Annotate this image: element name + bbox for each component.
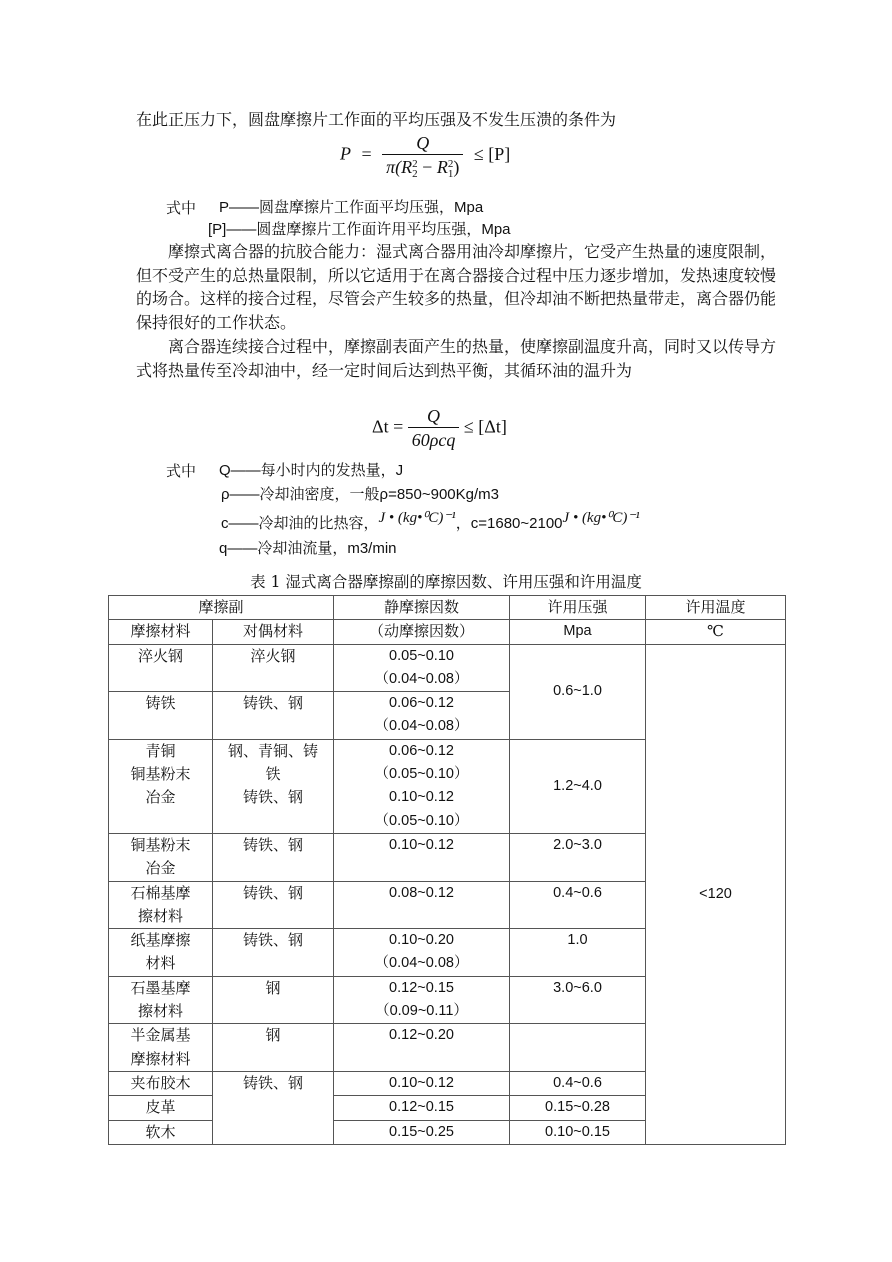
cell-coef: 0.15~0.25: [334, 1120, 510, 1144]
cell-material: 铜基粉末 冶金: [109, 833, 213, 881]
table-header-row-1: [109, 596, 786, 620]
header-pressure: 许用压强: [510, 596, 646, 620]
table-row: [109, 644, 786, 692]
table-caption: 表 1 湿式离合器摩擦副的摩擦因数、许用压强和许用温度: [250, 573, 642, 591]
cell-coef: 0.12~0.20: [334, 1024, 510, 1072]
header-static-coef: 静摩擦因数: [334, 596, 510, 620]
cell-material: 半金属基 摩擦材料: [109, 1024, 213, 1072]
where1-prefix: 式中: [166, 199, 197, 217]
cell-counter: 钢、青铜、铸 铁 铸铁、钢: [213, 739, 334, 833]
temperature-rise-formula: [372, 405, 507, 452]
cell-pressure: 0.15~0.28: [510, 1096, 646, 1120]
formula1-denominator: π(R 2 2 − R 2 1 ): [386, 157, 460, 180]
cell-material: 石棉基摩 擦材料: [109, 881, 213, 929]
cell-pressure: 0.10~0.15: [510, 1120, 646, 1144]
where2-line3: c——冷却油的比热容，J • (kg•⁰C)⁻¹，c=1680~2100J • (kg•⁰C)⁻¹: [221, 510, 640, 532]
cell-counter: 铸铁、钢: [213, 881, 334, 929]
specific-heat-unit-2: J • (kg•⁰C)⁻¹: [562, 510, 640, 526]
formula1-numerator: Q: [382, 132, 463, 155]
cell-counter: 铸铁、钢: [213, 929, 334, 977]
cell-material: 铸铁: [109, 692, 213, 740]
formula1-lhs: P: [340, 143, 351, 164]
cell-material: 夹布胶木: [109, 1071, 213, 1095]
cell-coef: 0.10~0.20 （0.04~0.08）: [334, 929, 510, 977]
cell-counter: 铸铁、钢: [213, 833, 334, 881]
cell-pressure: 0.4~0.6: [510, 881, 646, 929]
where1-line1: P——圆盘摩擦片工作面平均压强，Mpa: [219, 199, 484, 216]
header-temperature-unit: ℃: [646, 620, 786, 644]
cell-coef: 0.10~0.12: [334, 1071, 510, 1095]
cell-counter: 钢: [213, 976, 334, 1024]
header-counter-material: 对偶材料: [213, 620, 334, 644]
cell-pressure-group-2: 1.2~4.0: [510, 739, 646, 833]
header-temperature: 许用温度: [646, 596, 786, 620]
formula1-eq: =: [361, 143, 372, 164]
where2-line4: q——冷却油流量，m3/min: [219, 540, 397, 557]
cell-coef: 0.08~0.12: [334, 881, 510, 929]
cell-counter: 钢: [213, 1024, 334, 1072]
cell-coef: 0.06~0.12 （0.04~0.08）: [334, 692, 510, 740]
cell-pressure: 3.0~6.0: [510, 976, 646, 1024]
where1-line2: [P]——圆盘摩擦片工作面许用平均压强，Mpa: [208, 221, 511, 238]
header-pressure-unit: Mpa: [510, 620, 646, 644]
header-material: 摩擦材料: [109, 620, 213, 644]
cell-pressure: [510, 1024, 646, 1072]
formula2-fraction: [408, 405, 460, 452]
formula2-lhs: Δt =: [372, 416, 404, 437]
cell-material: 石墨基摩 擦材料: [109, 976, 213, 1024]
cell-pressure-group-1: 0.6~1.0: [510, 644, 646, 739]
intro-line: 在此正压力下，圆盘摩擦片工作面的平均压强及不发生压溃的条件为: [136, 110, 617, 129]
cell-coef: 0.12~0.15: [334, 1096, 510, 1120]
where2-line1: Q——每小时内的发热量，J: [219, 462, 404, 479]
cell-counter: 铸铁、钢: [213, 1071, 334, 1144]
cell-material: 纸基摩擦 材料: [109, 929, 213, 977]
formula2-relation: ≤ [Δt]: [463, 416, 507, 437]
cell-temperature-value: <120: [646, 644, 786, 1144]
specific-heat-unit: J • (kg•⁰C)⁻¹: [378, 510, 456, 526]
cell-coef: 0.10~0.12: [334, 833, 510, 881]
pressure-formula: [340, 132, 510, 179]
paragraph-anti-gluing: 摩擦式离合器的抗胶合能力：湿式离合器用油冷却摩擦片，它受产生热量的速度限制，但不受产生的总热量限制，所以它适用于在离合器接合过程中压力逐步增加，发热速度较慢的场合。这样的接合过程，尽管会产生较多的热量，但冷却油不断把热量带走，离合器仍能保持很好的工作状态。: [136, 242, 777, 332]
cell-material: 软木: [109, 1120, 213, 1144]
formula1-relation: ≤ [P]: [473, 143, 511, 164]
cell-material: 皮革: [109, 1096, 213, 1120]
cell-pressure: 2.0~3.0: [510, 833, 646, 881]
cell-material: 淬火钢: [109, 644, 213, 692]
cell-counter: 淬火钢: [213, 644, 334, 692]
formula2-numerator: Q: [408, 405, 460, 428]
where2-prefix: 式中: [166, 462, 197, 480]
cell-material: 青铜 铜基粉末 冶金: [109, 739, 213, 833]
cell-coef: 0.12~0.15 （0.09~0.11）: [334, 976, 510, 1024]
cell-coef: 0.06~0.12 （0.05~0.10） 0.10~0.12 （0.05~0.10）: [334, 739, 510, 833]
where2-line2: ρ——冷却油密度，一般ρ=850~900Kg/m3: [221, 486, 499, 503]
paragraph-heat-balance: 离合器连续接合过程中，摩擦副表面产生的热量，使摩擦副温度升高，同时又以传导方式将热量传至冷却油中，经一定时间后达到热平衡，其循环油的温升为: [136, 337, 777, 380]
cell-coef: 0.05~0.10 （0.04~0.08）: [334, 644, 510, 692]
cell-counter: 铸铁、钢: [213, 692, 334, 740]
header-dynamic-coef: （动摩擦因数）: [334, 620, 510, 644]
header-friction-pair: 摩擦副: [109, 596, 334, 620]
formula2-denominator: 60ρcq: [411, 430, 456, 450]
formula1-fraction: [382, 132, 463, 179]
friction-pair-table: [108, 595, 786, 1145]
table-header-row-2: [109, 620, 786, 644]
cell-pressure: 1.0: [510, 929, 646, 977]
cell-pressure: 0.4~0.6: [510, 1071, 646, 1095]
